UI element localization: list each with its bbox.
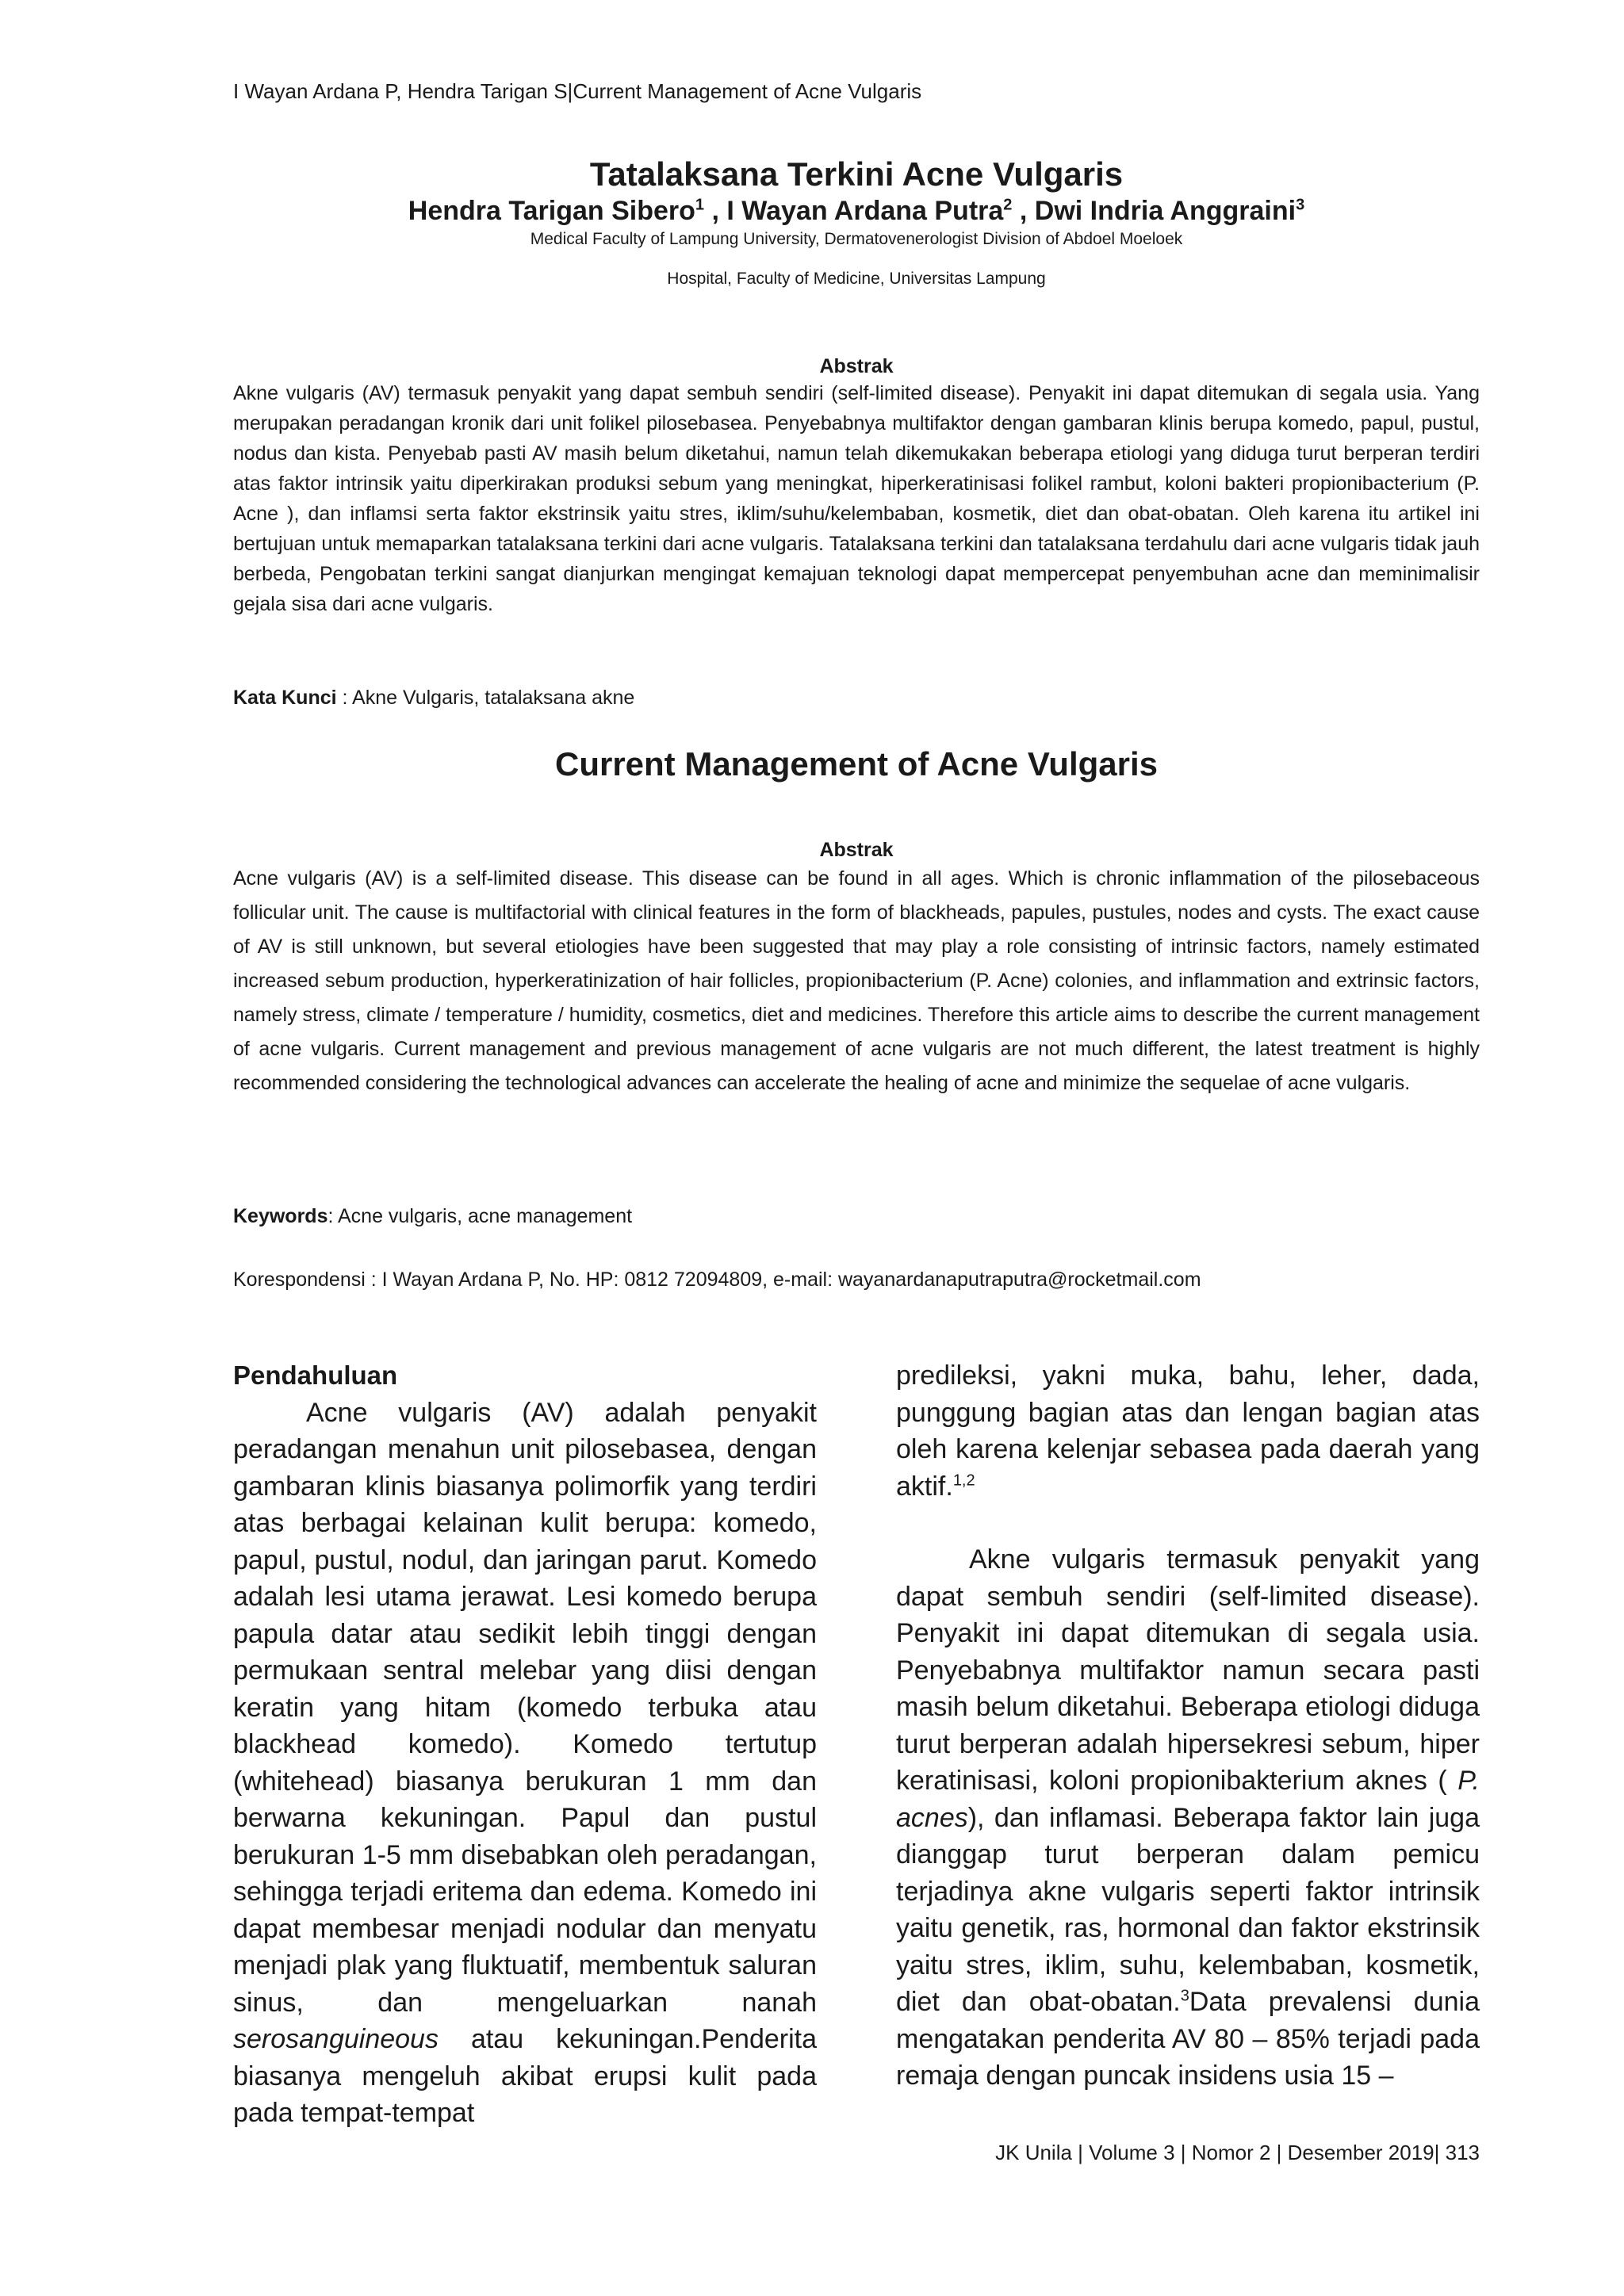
abstract-heading: Abstrak (819, 355, 894, 377)
body-column-left (233, 1357, 817, 2132)
running-header: I Wayan Ardana P, Hendra Tarigan S|Current Management of Acne Vulgaris (233, 79, 922, 103)
author-list (233, 194, 1480, 228)
correspondence: Korespondensi : I Wayan Ardana P, No. HP: 0812 72094809, e-mail: wayanardanaputraputra@rocketmail.com (233, 1269, 1201, 1291)
author-3-affil: 3 (1296, 197, 1305, 215)
abstract-heading: Abstrak (819, 839, 894, 861)
affiliation-line-2: Hospital, Faculty of Medicine, Universitas Lampung (667, 270, 1046, 289)
keywords-indonesian (233, 687, 634, 710)
paragraph-gap (896, 1505, 1480, 1541)
article-title-english: Current Management of Acne Vulgaris (554, 745, 1159, 783)
keywords-label: Kata Kunci (233, 687, 337, 709)
italic-term: serosanguineous (233, 2024, 439, 2054)
keywords-text: : Akne Vulgaris, tatalaksana akne (336, 687, 635, 709)
paragraph-text: Data prevalensi dunia mengatakan penderita AV 80 – 85% terjadi pada remaja dengan puncak insidens usia 15 – (896, 1987, 1480, 2091)
keywords-label: Keywords (233, 1205, 328, 1227)
author-1-affil: 1 (695, 197, 705, 215)
paragraph-text: ), dan inflamasi. Beberapa faktor lain juga dianggap turut berperan dalam pemicu terjadinya akne vulgaris seperti faktor intrinsik yaitu genetik, ras, hormonal dan faktor ekstrinsik yaitu stres, iklim, suhu, kelembaban, kosmetik, diet dan obat-obatan. (896, 1802, 1480, 2017)
title-block (233, 155, 1480, 291)
body-column-right (896, 1357, 1480, 2095)
paragraph (896, 1357, 1480, 1505)
page-footer: JK Unila | Volume 3 | Nomor 2 | Desember 2019| 313 (995, 2141, 1480, 2164)
section-title: Pendahuluan (233, 1360, 398, 1390)
author-2-affil: 2 (1003, 197, 1013, 215)
keywords-text: : Acne vulgaris, acne management (327, 1205, 633, 1227)
author-1: Hendra Tarigan Sibero (408, 196, 695, 227)
affiliation-line-1: Medical Faculty of Lampung University, Dermatovenerologist Division of Abdoel Moeloek (530, 229, 1183, 248)
paragraph-text: atau kekuningan.Penderita biasanya mengeluh akibat erupsi kulit pada pada tempat-tempat (233, 2024, 817, 2128)
paragraph (233, 1395, 817, 2132)
citation-ref: 3 (1180, 1987, 1189, 2005)
paragraph-text: predileksi, yakni muka, bahu, leher, dada, punggung bagian atas dan lengan bagian atas oleh karena kelenjar sebasea pada daerah yang aktif. (896, 1360, 1480, 1502)
article-title-indonesian: Tatalaksana Terkini Acne Vulgaris (589, 155, 1124, 193)
abstract-text: Acne vulgaris (AV) is a self-limited disease. This disease can be found in all ages. Which is chronic inflammation of the pilosebaceous follicular unit. The cause is multifactorial with clinical features in the form of blackheads, papules, pustules, nodes and cysts. The exact cause of AV is still unknown, but several etiologies have been suggested that may play a role consisting of intrinsic factors, namely estimated increased sebum production, hyperkeratinization of hair follicles, propionibacterium (P. Acne) colonies, and inflammation and extrinsic factors, namely stress, climate / temperature / humidity, cosmetics, diet and medicines. Therefore this article aims to describe the current management of acne vulgaris. Current management and previous management of acne vulgaris are not much different, the latest treatment is highly recommended considering the technological advances can accelerate the healing of acne and minimize the sequelae of acne vulgaris. (233, 867, 1480, 1094)
paragraph (896, 1541, 1480, 2095)
abstract-text: Akne vulgaris (AV) termasuk penyakit yang dapat sembuh sendiri (self-limited disease). Penyakit ini dapat ditemukan di segala usia. Yang merupakan peradangan kronik dari unit folikel pilosebasea. Penyebabnya multifaktor dengan gambaran klinis berupa komedo, papul, pustul, nodus dan kista. Penyebab pasti AV masih belum diketahui, namun telah dikemukakan beberapa etiologi yang diduga turut berperan terdiri atas faktor intrinsik yaitu diperkirakan produksi sebum yang meningkat, hiperkeratinisasi folikel rambut, koloni bakteri propionibacterium (P. Acne ), dan inflamsi serta faktor ekstrinsik yaitu stres, iklim/suhu/kelembaban, kosmetik, diet dan obat-obatan. Oleh karena itu artikel ini bertujuan untuk memaparkan tatalaksana terkini dari acne vulgaris. Tatalaksana terkini dan tatalaksana terdahulu dari acne vulgaris tidak jauh berbeda, Pengobatan terkini sangat dianjurkan mengingat kemajuan teknologi dapat mempercepat penyembuhan acne dan meminimalisir gejala sisa dari acne vulgaris. (233, 382, 1480, 615)
paragraph-text: Acne vulgaris (AV) adalah penyakit peradangan menahun unit pilosebasea, dengan gambaran klinis biasanya polimorfik yang terdiri atas berbagai kelainan kulit berupa: komedo, papul, pustul, nodul, dan jaringan parut. Komedo adalah lesi utama jerawat. Lesi komedo berupa papula datar atau sedikit lebih tinggi dengan permukaan sentral melebar yang diisi dengan keratin yang hitam (komedo terbuka atau blackhead komedo). Komedo tertutup (whitehead) biasanya berukuran 1 mm dan berwarna kekuningan. Papul dan pustul berukuran 1-5 mm disebabkan oleh peradangan, sehingga terjadi eritema dan edema. Komedo ini dapat membesar menjadi nodular dan menyatu menjadi plak yang fluktuatif, membentuk saluran sinus, dan mengeluarkan nanah (233, 1397, 817, 2018)
paragraph-text: Akne vulgaris termasuk penyakit yang dapat sembuh sendiri (self-limited disease). Penyakit ini dapat ditemukan di segala usia. Penyebabnya multifaktor namun secara pasti masih belum diketahui. Beberapa etiologi diduga turut berperan adalah hipersekresi sebum, hiper keratinisasi, koloni propionibakterium aknes ( (896, 1544, 1480, 1796)
keywords-english (233, 1205, 632, 1228)
italic-term: P. acnes (896, 1766, 1480, 1833)
abstract-indonesian (233, 355, 1480, 619)
author-3: , Dwi Indria Anggraini (1012, 196, 1297, 227)
author-2: , I Wayan Ardana Putra (704, 196, 1004, 227)
abstract-english (233, 839, 1480, 1100)
citation-ref: 1,2 (952, 1471, 975, 1490)
